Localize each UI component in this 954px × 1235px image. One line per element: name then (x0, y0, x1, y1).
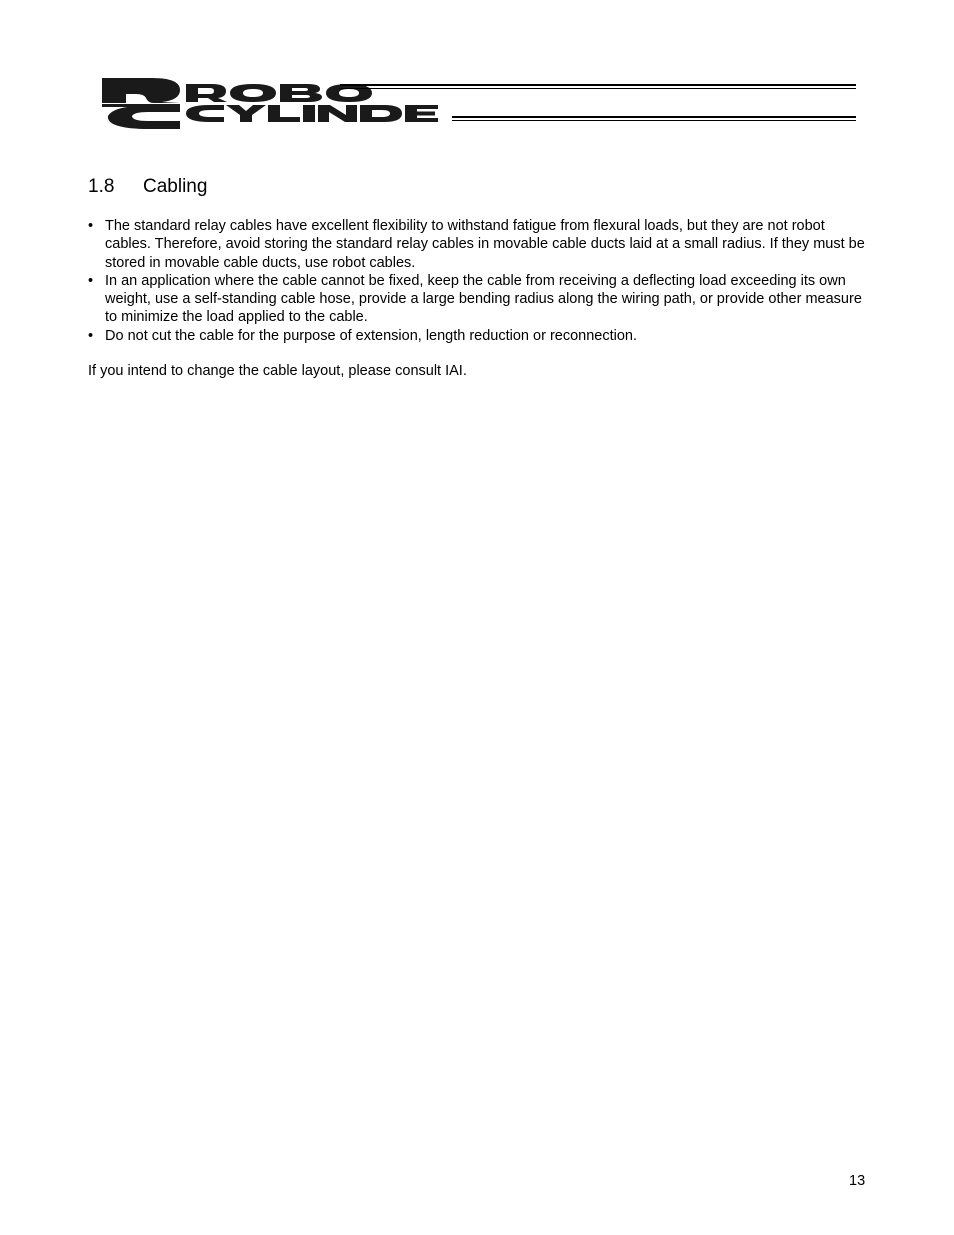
bullet-icon: • (88, 327, 94, 344)
bullet-text: The standard relay cables have excellent flexibility to withstand fatigue from flexural loads, but they are not robot cables. Therefore, avoid storing the standard relay cables in movable cable ducts laid at a small radius. If they must be stored in movable cable ducts, use robot cables. (105, 218, 865, 271)
section-number: 1.8 (88, 176, 115, 197)
bullet-list (88, 217, 868, 345)
bullet-icon: • (88, 218, 94, 234)
section-title: Cabling (143, 176, 208, 197)
section-heading (88, 175, 207, 199)
consult-note: If you intend to change the cable layout, please consult IAI. (88, 363, 467, 379)
header-rule-bottom (452, 116, 856, 121)
logo-word-cylinder (186, 105, 438, 122)
rc-mark-icon (102, 78, 180, 129)
list-item (88, 272, 868, 327)
list-item (88, 327, 868, 345)
header-rule-top (340, 84, 856, 89)
bullet-icon: • (88, 272, 94, 289)
list-item (88, 217, 868, 272)
page-number: 13 (849, 1173, 866, 1189)
bullet-text: Do not cut the cable for the purpose of extension, length reduction or reconnection. (105, 327, 638, 344)
bullet-text: In an application where the cable cannot be fixed, keep the cable from receiving a deflecting load exceeding its own weight, use a self-standing cable hose, provide a large bending radius along the wiring path, or provide other measure to minimize the load applied to the cable. (105, 272, 862, 326)
